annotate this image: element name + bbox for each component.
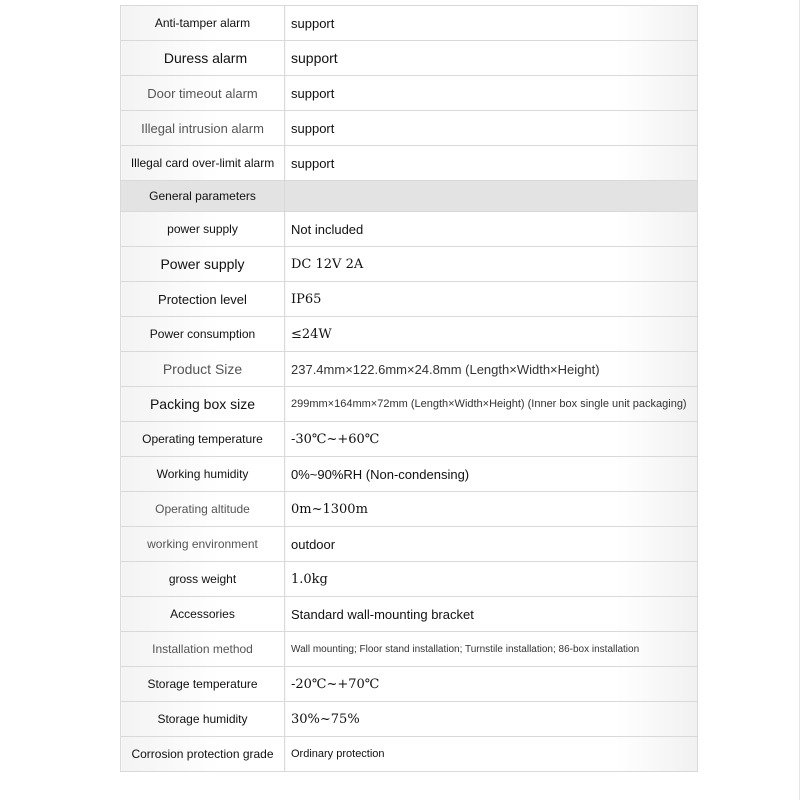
row-label: power supply (121, 212, 285, 247)
table-row (121, 111, 698, 146)
row-value: 0%~90%RH (Non-condensing) (285, 457, 698, 492)
row-value: 299mm×164mm×72mm (Length×Width×Height) (Inner box single unit packaging) (285, 387, 698, 422)
row-value: -30℃~+60℃ (285, 422, 698, 457)
row-label: Protection level (121, 282, 285, 317)
row-label: Accessories (121, 597, 285, 632)
row-value: Not included (285, 212, 698, 247)
table-row (121, 6, 698, 41)
table-row (121, 247, 698, 282)
row-value: -20℃~+70℃ (285, 667, 698, 702)
row-label: Storage temperature (121, 667, 285, 702)
row-value: DC 12V 2A (285, 247, 698, 282)
row-label: Operating altitude (121, 492, 285, 527)
table-row (121, 702, 698, 737)
row-label: Illegal intrusion alarm (121, 111, 285, 146)
row-label: Packing box size (121, 387, 285, 422)
table-row (121, 527, 698, 562)
specification-table (120, 5, 698, 772)
row-value: ≤24W (285, 317, 698, 352)
row-value: 30%~75% (285, 702, 698, 737)
table-row (121, 317, 698, 352)
row-label: Installation method (121, 632, 285, 667)
table-row (121, 597, 698, 632)
table-row (121, 737, 698, 772)
section-title: General parameters (121, 181, 285, 212)
row-value: support (285, 6, 698, 41)
row-value: 237.4mm×122.6mm×24.8mm (Length×Width×Height) (285, 352, 698, 387)
table-row (121, 422, 698, 457)
row-value: IP65 (285, 282, 698, 317)
row-label: Working humidity (121, 457, 285, 492)
table-row (121, 632, 698, 667)
row-label: Illegal card over-limit alarm (121, 146, 285, 181)
table-row (121, 282, 698, 317)
table-row (121, 667, 698, 702)
row-label: working environment (121, 527, 285, 562)
row-label: Operating temperature (121, 422, 285, 457)
section-value (285, 181, 698, 212)
section-header (121, 181, 698, 212)
row-label: Corrosion protection grade (121, 737, 285, 772)
row-label: Duress alarm (121, 41, 285, 76)
table-row (121, 212, 698, 247)
row-value: Standard wall-mounting bracket (285, 597, 698, 632)
row-value: 1.0kg (285, 562, 698, 597)
table-row (121, 146, 698, 181)
table-row (121, 457, 698, 492)
row-value: support (285, 111, 698, 146)
row-value: 0m~1300m (285, 492, 698, 527)
row-label: Storage humidity (121, 702, 285, 737)
row-label: gross weight (121, 562, 285, 597)
row-value: support (285, 41, 698, 76)
row-label: Product Size (121, 352, 285, 387)
table-row (121, 387, 698, 422)
table-row (121, 76, 698, 111)
row-value: support (285, 146, 698, 181)
row-value: outdoor (285, 527, 698, 562)
table-row (121, 562, 698, 597)
row-label: Power consumption (121, 317, 285, 352)
table-row (121, 352, 698, 387)
table-row (121, 41, 698, 76)
row-value: Wall mounting; Floor stand installation; Turnstile installation; 86-box installation (285, 632, 698, 667)
row-value: Ordinary protection (285, 737, 698, 772)
row-label: Door timeout alarm (121, 76, 285, 111)
table-row (121, 492, 698, 527)
row-label: Power supply (121, 247, 285, 282)
row-value: support (285, 76, 698, 111)
row-label: Anti-tamper alarm (121, 6, 285, 41)
